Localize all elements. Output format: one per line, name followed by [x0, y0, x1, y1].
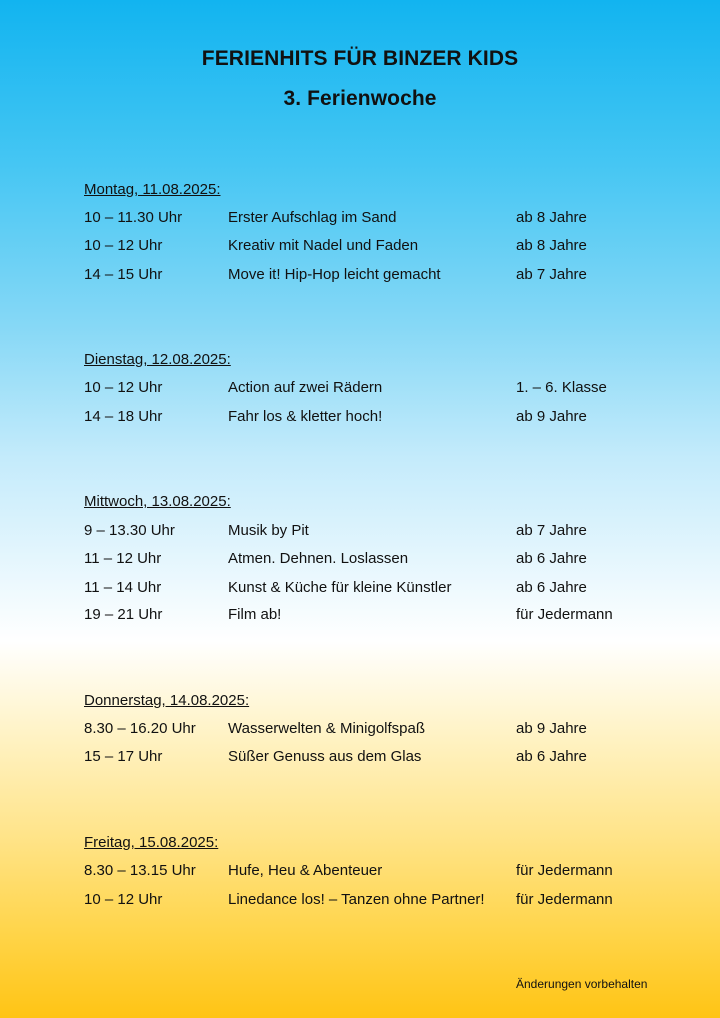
event-age: ab 6 Jahre [516, 748, 587, 765]
event-time: 10 – 12 Uhr [84, 237, 163, 254]
event-time: 19 – 21 Uhr [84, 606, 163, 623]
event-row [0, 209, 720, 229]
event-row [0, 579, 720, 599]
event-age: ab 7 Jahre [516, 266, 587, 283]
event-age: 1. – 6. Klasse [516, 379, 607, 396]
event-time: 14 – 18 Uhr [84, 408, 163, 425]
event-time: 8.30 – 16.20 Uhr [84, 720, 196, 737]
event-row [0, 862, 720, 882]
event-time: 9 – 13.30 Uhr [84, 522, 175, 539]
event-name: Kreativ mit Nadel und Faden [228, 237, 419, 254]
event-time: 11 – 14 Uhr [84, 579, 162, 596]
event-name: Kunst & Küche für kleine Künstler [228, 579, 452, 596]
event-age: ab 9 Jahre [516, 720, 587, 737]
event-name: Linedance los! – Tanzen ohne Partner! [228, 891, 485, 908]
event-age: ab 7 Jahre [516, 522, 587, 539]
event-name: Move it! Hip-Hop leicht gemacht [228, 266, 441, 283]
footer-note: Änderungen vorbehalten [516, 977, 648, 991]
day-heading-donnerstag: Donnerstag, 14.08.2025: [84, 692, 250, 709]
event-age: ab 6 Jahre [516, 579, 587, 596]
event-row [0, 522, 720, 542]
day-heading-freitag: Freitag, 15.08.2025: [84, 834, 219, 851]
event-row [0, 266, 720, 286]
event-age: ab 8 Jahre [516, 237, 587, 254]
event-name: Fahr los & kletter hoch! [228, 408, 383, 425]
event-row [0, 408, 720, 428]
event-row [0, 550, 720, 570]
day-heading-mittwoch: Mittwoch, 13.08.2025: [84, 493, 231, 510]
event-age: für Jedermann [516, 891, 613, 908]
event-name: Film ab! [228, 606, 282, 623]
day-heading-montag: Montag, 11.08.2025: [84, 181, 221, 198]
event-age: für Jedermann [516, 606, 613, 623]
page-subtitle: 3. Ferienwoche [283, 87, 437, 110]
event-name: Atmen. Dehnen. Loslassen [228, 550, 409, 567]
event-name: Hufe, Heu & Abenteuer [228, 862, 383, 879]
event-time: 15 – 17 Uhr [84, 748, 163, 765]
event-name: Wasserwelten & Minigolfspaß [228, 720, 426, 737]
event-time: 10 – 11.30 Uhr [84, 209, 183, 226]
event-time: 8.30 – 13.15 Uhr [84, 862, 196, 879]
event-row [0, 606, 720, 626]
event-name: Erster Aufschlag im Sand [228, 209, 397, 226]
event-name: Musik by Pit [228, 522, 309, 539]
event-row [0, 237, 720, 257]
event-time: 14 – 15 Uhr [84, 266, 163, 283]
event-age: für Jedermann [516, 862, 613, 879]
event-row [0, 379, 720, 399]
page-title: FERIENHITS FÜR BINZER KIDS [201, 47, 519, 70]
event-age: ab 8 Jahre [516, 209, 587, 226]
event-age: ab 9 Jahre [516, 408, 587, 425]
day-heading-dienstag: Dienstag, 12.08.2025: [84, 351, 231, 368]
event-row [0, 748, 720, 768]
event-time: 11 – 12 Uhr [84, 550, 162, 567]
event-row [0, 891, 720, 911]
event-name: Süßer Genuss aus dem Glas [228, 748, 422, 765]
event-row [0, 720, 720, 740]
event-time: 10 – 12 Uhr [84, 891, 163, 908]
event-time: 10 – 12 Uhr [84, 379, 163, 396]
event-age: ab 6 Jahre [516, 550, 587, 567]
event-name: Action auf zwei Rädern [228, 379, 383, 396]
